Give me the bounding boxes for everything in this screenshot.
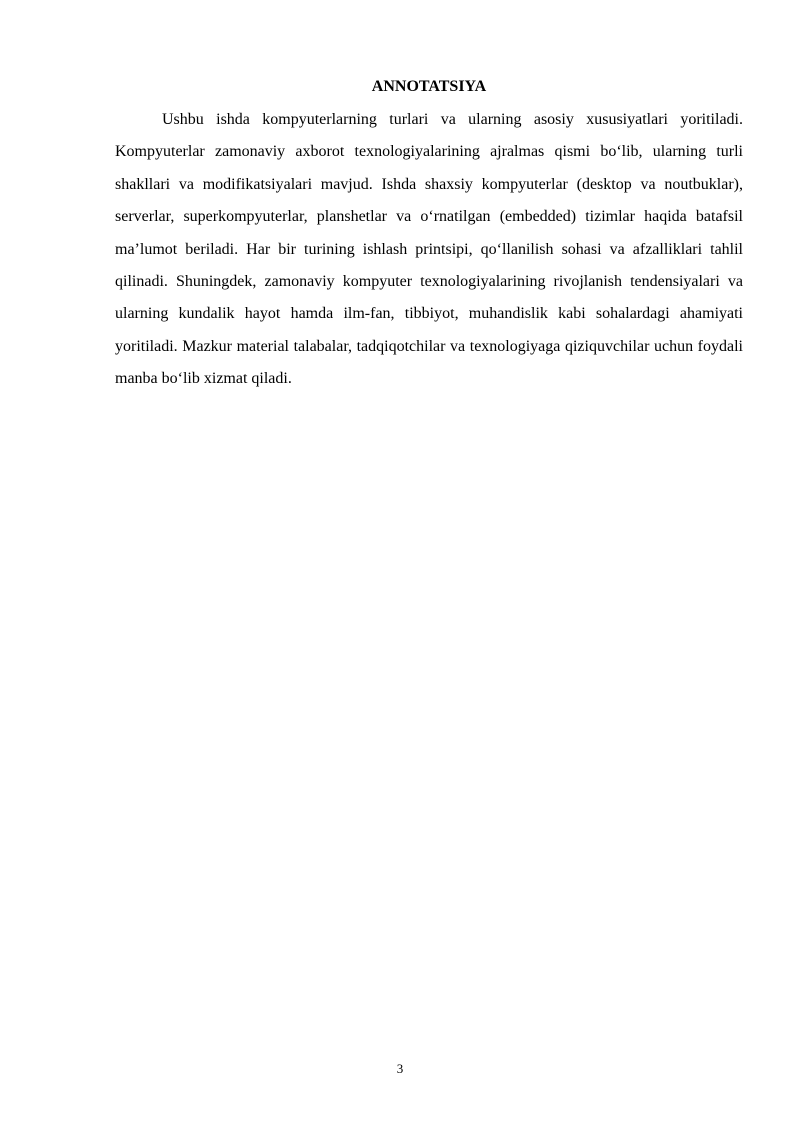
page-title: ANNOTATSIYA xyxy=(371,78,487,95)
page-number: 3 xyxy=(396,1061,404,1076)
annotation-paragraph: Ushbu ishda kompyuterlarning turlari va ularning asosiy xususiyatlari yoritiladi. Kompyuterlar zamonaviy axborot texnologiyalarining ajralmas qismi bo‘lib, ularning turli shakllari va modifikatsiyalari mavjud. Ishda shaxsiy kompyuterlar (desktop va noutbuklar), serverlar, superkompyuterlar, planshetlar va o‘rnatilgan (embedded) tizimlar haqida batafsil ma’lumot beriladi. Har bir turining ishlash printsipi, qo‘llanilish sohasi va afzalliklari tahlil qilinadi. Shuningdek, zamonaviy kompyuter texnologiyalarining rivojlanish tendensiyalari va ularning kundalik hayot hamda ilm-fan, tibbiyot, muhandislik kabi sohalardagi ahamiyati yoritiladi. Mazkur material talabalar, tadqiqotchilar va texnologiyaga qiziquvchilar uchun foydali manba bo‘lib xizmat qiladi. xyxy=(115,111,743,388)
